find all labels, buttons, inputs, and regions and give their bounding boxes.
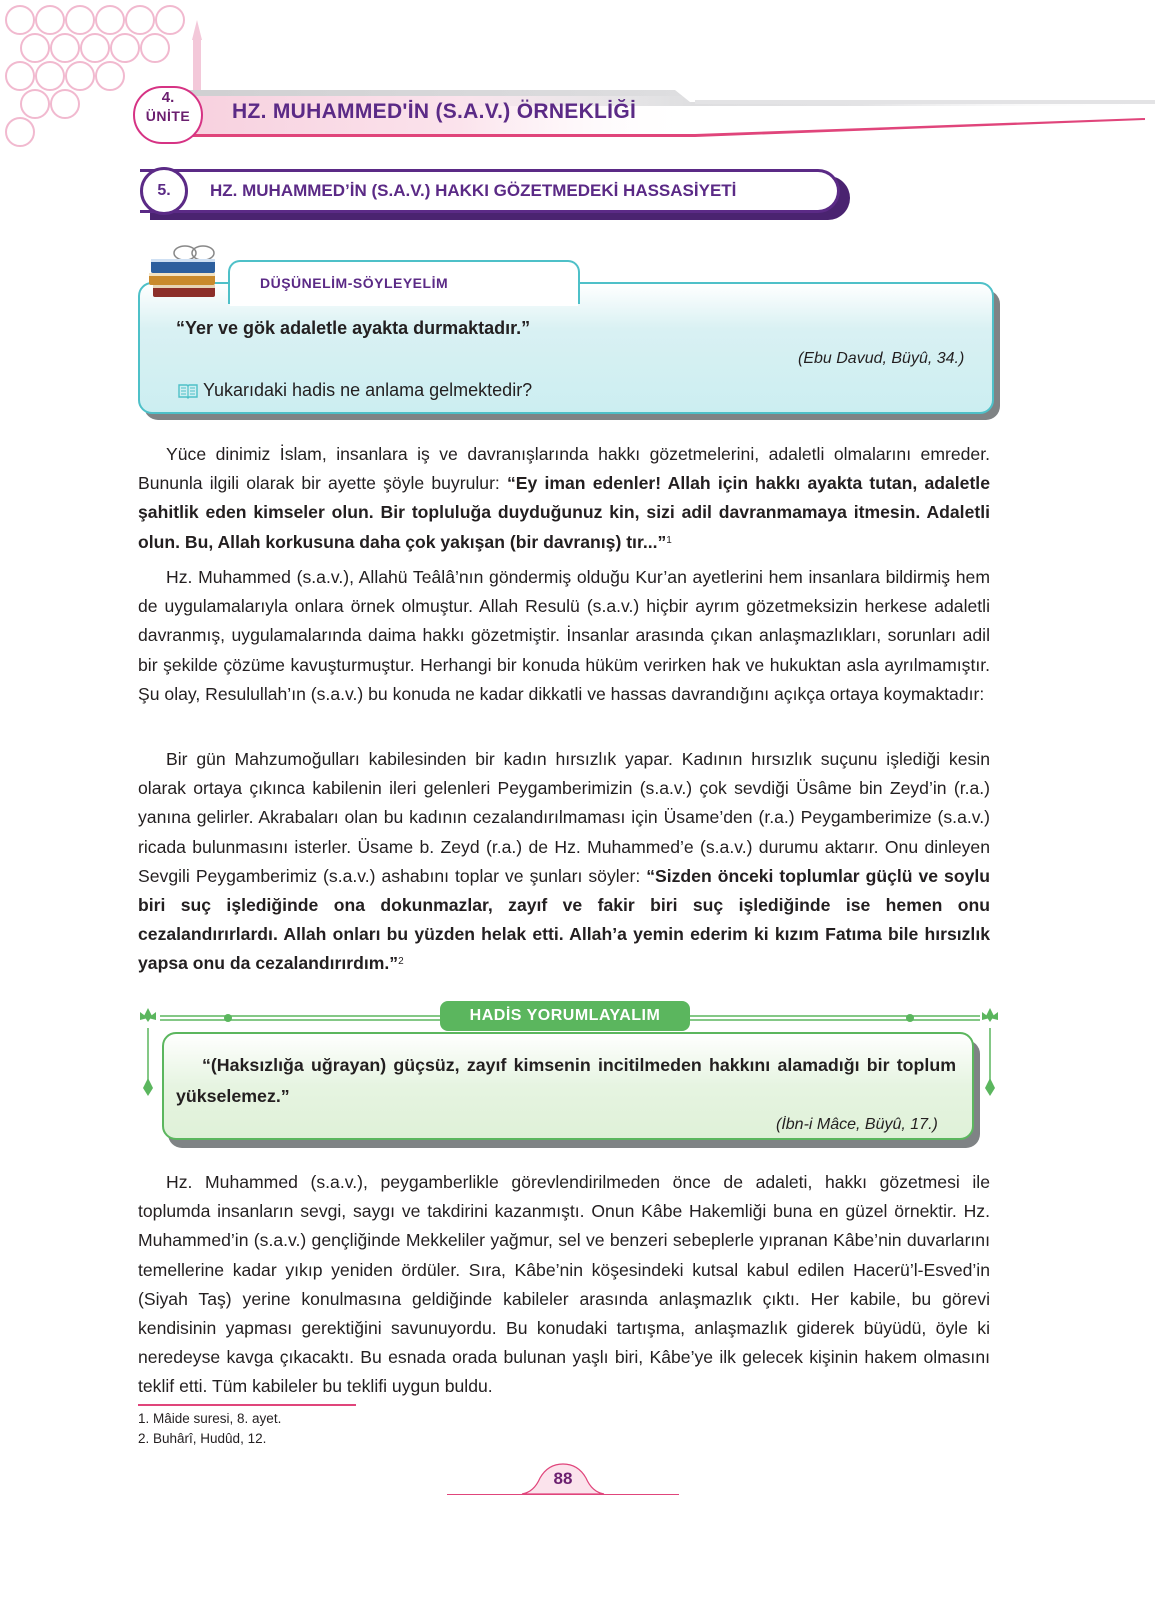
paragraph-2-text: Hz. Muhammed (s.a.v.), Allahü Teâlâ’nın göndermiş olduğu Kur’an ayetlerini hem insanlara bildirmiş hem de uygulamalarıyla onlara örnek olmuştur. Allah Resulü (s.a.v.) hiçbir ayrım gözetmeksizin herkese adaletli davranmış, uygulamalarında daima hakkı gözetmiştir. İnsanlar arasında çıkan anlaşmazlıkları, sorunları adil bir şekilde çözüme kavuşturmuştur. Herhangi bir konuda hüküm verirken hak ve hukuktan asla ayrılmamıştır. Şu olay, Resulullah’ın (s.a.v.) bu konuda ne kadar dikkatli ve hassas davrandığını açıkça ortaya koymaktadır:: [138, 567, 990, 704]
footnote-1: 1. Mâide suresi, 8. ayet.: [138, 1411, 282, 1426]
section-title: HZ. MUHAMMED’İN (S.A.V.) HAKKI GÖZETMEDEKİ HASSASİYETİ: [210, 181, 737, 200]
unit-label: ÜNİTE: [145, 108, 191, 124]
paragraph-3-hadith: “Sizden önceki toplumlar güçlü ve soylu biri suç işlediğinde ona dokunmazlar, zayıf ve fakir biri suç işlediğinde ise hemen onu cezalandırırlardı. Allah onları bu yüzden helak etti. Allah’a yemin ederim ki kızım Fatıma bile hırsızlık yapsa onu da cezalandırırdım.”: [138, 865, 990, 974]
hadis-box-label: HADİS YORUMLAYALIM: [440, 1001, 690, 1031]
paragraph-4-text: Hz. Muhammed (s.a.v.), peygamberlikle görevlendirilmeden önce de adaleti, hakkı gözetmesi ile toplumda insanların sevgi, saygı ve takdirini kazanmıştı. Onun Kâbe Hakemliği buna en güzel örnektir. Hz. Muhammed’in (s.a.v.) gençliğinde Mekkeliler yağmur, sel ve benzeri sebeplerle yıpranan Kâbe’nin duvarlarını temellerine kadar yıkıp yeniden ördüler. Sıra, Kâbe’nin köşesindeki kutsal kabul edilen Hacerü’l-Esved’in (Siyah Taş) yerine konulmasına geldiğinde kabileler arasında anlaşmazlık çıktı. Her kabile, bu görevi kendisinin yapması gerektiğini savunuyordu. Bu konudaki tartışma, anlaşmazlık giderek büyüdü, öyle ki neredeyse kavga çıkacaktı. Bu esnada orada bulunan yaşlı biri, Kâbe’ye ilk gelecek kişinin hakem olmasını teklif etti. Tüm kabileler bu teklifi uygun buldu.: [138, 1172, 990, 1397]
hadis-box-quote: “(Haksızlığa uğrayan) güçsüz, zayıf kimsenin incitilmeden hakkını alamadığı bir toplum yükselemez.”: [176, 1055, 956, 1106]
think-box-tab-cover: [230, 292, 578, 306]
footnote-ref-2: 2: [398, 956, 404, 968]
paragraph-1: [138, 440, 990, 557]
think-box-quote: “Yer ve gök adaletle ayakta durmaktadır.”: [176, 318, 531, 338]
paragraph-3: [138, 745, 990, 979]
paragraph-3-text: Bir gün Mahzumoğulları kabilesinden bir kadın hırsızlık yapar. Kadının hırsızlık suçunu işlediği kesin olarak ortaya çıkınca kabilenin ileri gelenleri Peygamberimizin (s.a.v.) çok sevdiği Üsâme bin Zeyd’in (r.a.) yanına gelirler. Akrabaları olan bu kadının cezalandırılmaması için Üsame’den (r.a.) Peygamberimize (s.a.v.) ricada bulunmasını isterler. Üsame b. Zeyd (r.a.) de Hz. Muhammed’e (s.a.v.) durumu aktarır. Onu dinleyen Sevgili Peygamberimiz (s.a.v.) ashabını toplar ve şunları söyler:: [138, 749, 990, 886]
open-book-icon: [178, 382, 198, 400]
hadis-box-source: (İbn-i Mâce, Büyû, 17.): [776, 1116, 938, 1133]
footnote-divider: [138, 1404, 356, 1406]
footnote-ref-1: 1: [666, 534, 672, 546]
paragraph-4: [138, 1168, 990, 1402]
page-number: 88: [553, 1469, 573, 1488]
unit-number: 4.: [161, 89, 175, 106]
unit-title: HZ. MUHAMMED'İN (S.A.V.) ÖRNEKLİĞİ: [232, 100, 637, 123]
think-box-label: DÜŞÜNELİM-SÖYLEYELİM: [260, 275, 449, 291]
paragraph-1-text: Yüce dinimiz İslam, insanlara iş ve davranışlarında hakkı gözetmelerini, adaletli olmalarını emreder. Bununla ilgili olarak bir ayette şöyle buyrulur:: [138, 444, 990, 494]
footnote-2: 2. Buhârî, Hudûd, 12.: [138, 1431, 267, 1446]
section-number: 5.: [140, 167, 188, 215]
books-icon: [145, 237, 230, 302]
think-box-question: Yukarıdaki hadis ne anlama gelmektedir?: [203, 380, 533, 400]
paragraph-1-verse: “Ey iman edenler! Allah için hakkı ayakta tutan, adaletle şahitlik eden kimseler olun. Bir topluluğa duyduğunuz kin, sizi adil davranmamaya itmesin. Adaletli olun. Bu, Allah korkusuna daha çok yakışan (bir davranış) tır...”: [138, 473, 990, 552]
unit-badge: [133, 86, 203, 144]
paragraph-2: [138, 563, 990, 709]
think-box-source: (Ebu Davud, Büyû, 34.): [798, 350, 965, 367]
